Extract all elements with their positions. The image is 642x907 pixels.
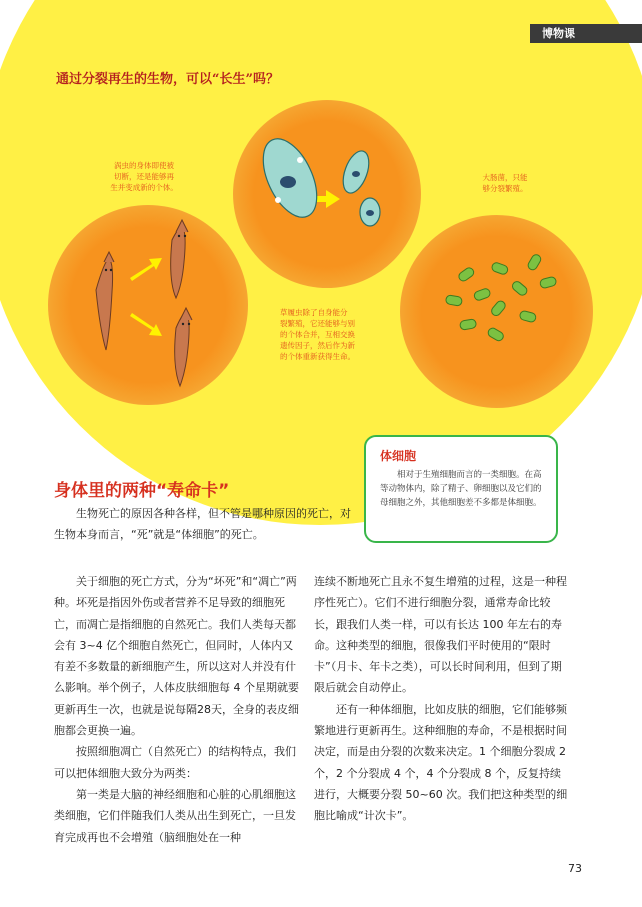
definition-text: 相对于生殖细胞而言的一类细胞。在高等动物体内，除了精子、卵细胞以及它们的母细胞之外，其他细胞差不多都是体细胞。 [380, 470, 542, 508]
paramecium-icon [338, 148, 374, 197]
body-column-left [54, 571, 300, 848]
body-column-right [314, 571, 570, 827]
paramecium-icon [252, 131, 327, 226]
bacteria-icon [445, 253, 557, 342]
flatworm-icon [175, 308, 192, 386]
flatworm-icon [96, 252, 114, 350]
paramecium-caption: 草履虫除了自身能分 裂繁殖，它还能够与别 的个体合并，互相交换 遗传因子，然后作为新 的个体重新获得生命。 [280, 308, 355, 361]
paragraph: 关于细胞的死亡方式，分为“坏死”和“凋亡”两种。坏死是指因外伤或者营养不足导致的细胞死亡，而凋亡是指细胞的自然死亡。我们人类每天都会有 3~4 亿个细胞自然死亡，但同时，人体内又有差不多数量的新细胞产生，所以这对人并没有什么影响。举个例子，人体皮肤细胞每 4 个星期就要更新再生一次，也就是说每隔28天，全身的表皮细胞都会更换一遍。 [54, 575, 299, 738]
definition-box [364, 435, 558, 543]
section-title: 身体里的两种“寿命卡” [54, 481, 230, 501]
paragraph: 还有一种体细胞，比如皮肤的细胞，它们能够频繁地进行更新再生。这种细胞的寿命，不是根据时间决定，而是由分裂的次数来决定。1 个细胞分裂成 2 个，2 个分裂成 4 个，4 个分裂成 8 个，反复持续进行，大概要分裂 50~60 次。我们把这种类型的细胞比喻成“计次卡”。 [314, 702, 568, 823]
section-tag: 博物课 [530, 24, 642, 43]
flatworm-icon [171, 220, 188, 298]
page-number: 73 [568, 862, 582, 875]
lead-text: 生物死亡的原因各种各样，但不管是哪种原因的死亡，对生物本身而言，“死”就是“体细胞”的死亡。 [54, 507, 351, 541]
bacteria-caption: 大肠菌，只能 够分裂繁殖。 [482, 173, 528, 193]
lead-paragraph [54, 503, 354, 545]
definition-title: 体细胞 [380, 449, 417, 463]
paramecium-icon [360, 198, 380, 226]
flatworm-caption: 涡虫的身体即使被 切断，还是能够再 生并变成新的个体。 [110, 161, 178, 192]
paragraph: 按照细胞凋亡（自然死亡）的结构特点，我们可以把体细胞大致分为两类： [54, 745, 296, 780]
paragraph-continued: 连续不断地死亡且永不复生增殖的过程，这是一种程序性死亡）。它们不进行细胞分裂，通常寿命比较长，跟我们人类一样，可以有长达 100 年左右的寿命。这种类型的细胞，很像我们平时使用的“限时卡”（月卡、年卡之类），可以长时间利用，但到了期限后就会自动停止。 [314, 575, 567, 695]
question-title: 通过分裂再生的生物，可以“长生”吗？ [56, 72, 279, 87]
paragraph: 第一类是大脑的神经细胞和心脏的心肌细胞这类细胞，它们伴随我们人类从出生到死亡，一旦发育完成再也不会增殖（脑细胞处在一种 [54, 787, 296, 844]
